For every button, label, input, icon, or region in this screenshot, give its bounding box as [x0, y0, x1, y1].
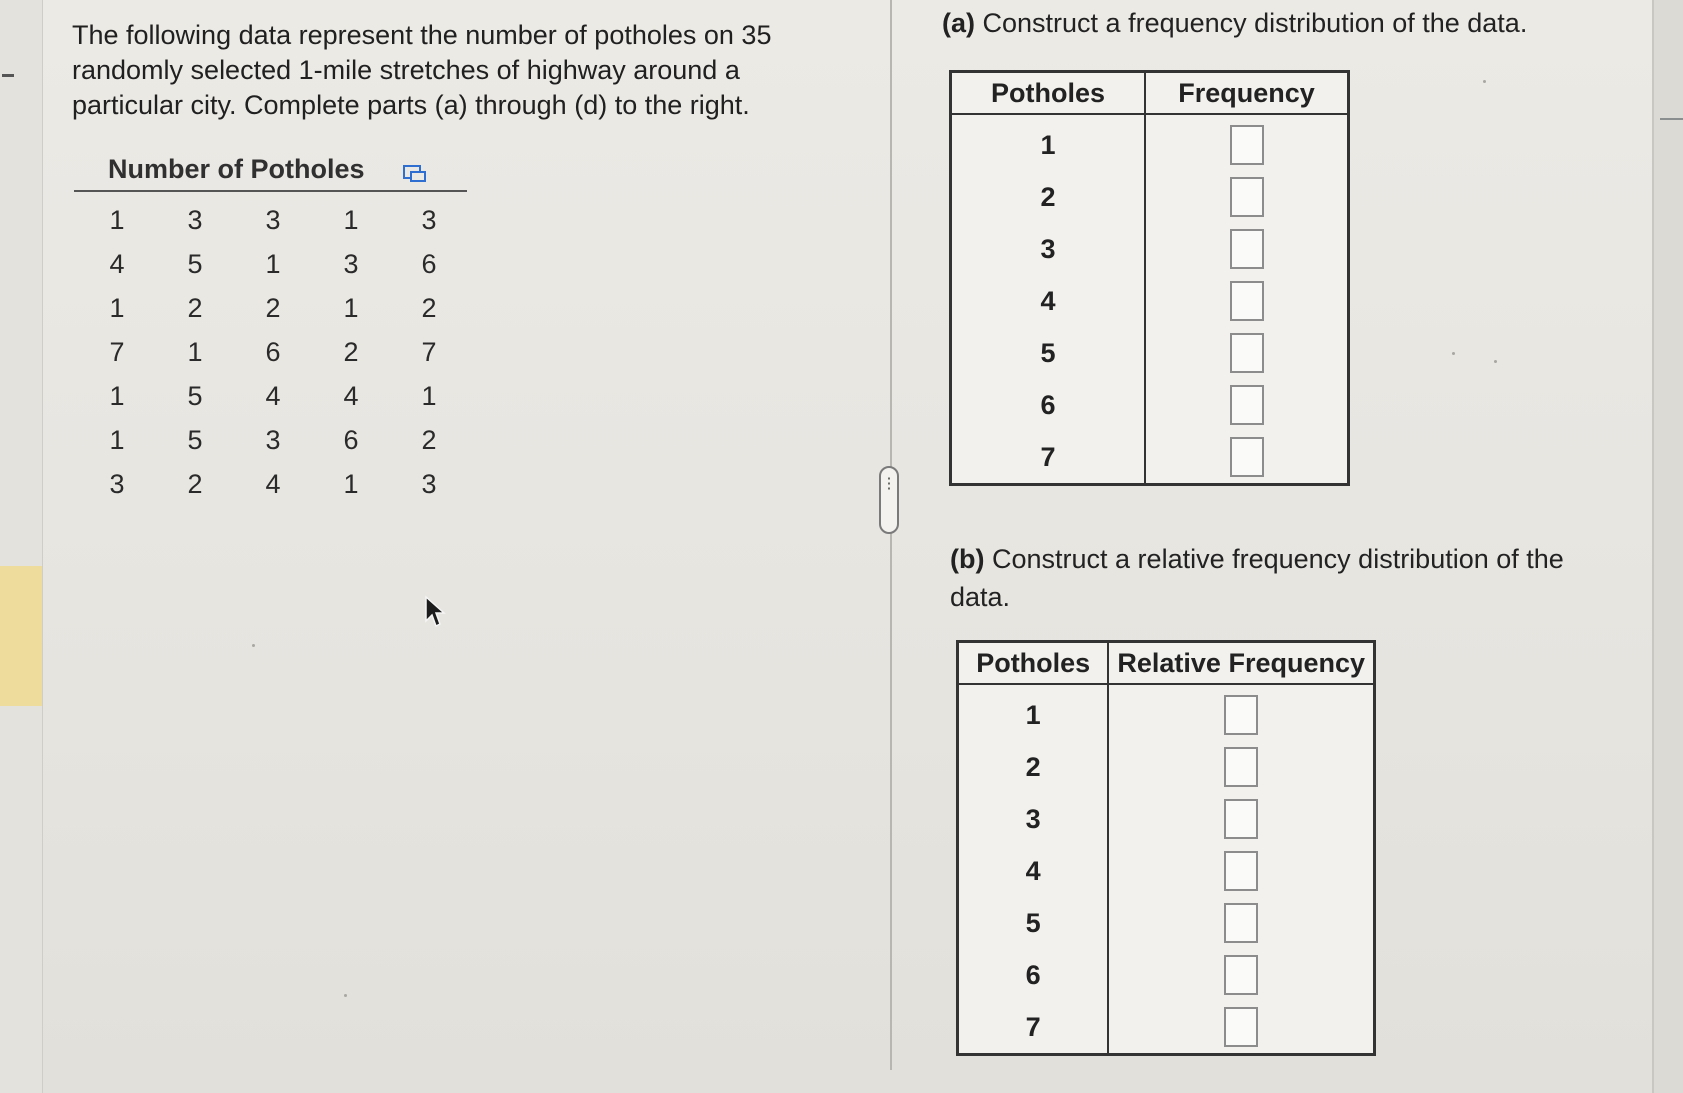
- frequency-cell: [1145, 114, 1349, 171]
- data-row: [78, 198, 468, 242]
- part-a-text: Construct a frequency distribution of the data.: [982, 8, 1528, 38]
- data-cell: 1: [187, 336, 203, 367]
- table-row: [951, 379, 1349, 431]
- data-row: [78, 462, 468, 506]
- frequency-table: [949, 70, 1350, 486]
- data-cell: 6: [421, 248, 437, 279]
- frequency-cell: [1145, 327, 1349, 379]
- data-cell: 5: [187, 424, 203, 455]
- frequency-input[interactable]: [1230, 281, 1264, 321]
- table-row: [951, 431, 1349, 485]
- data-table-rule: [74, 190, 467, 192]
- data-cell: 1: [109, 204, 125, 235]
- part-b-text: Construct a relative frequency distribution of the data.: [950, 544, 1564, 612]
- data-cell: 3: [421, 204, 437, 235]
- data-cell: 1: [343, 204, 359, 235]
- relative-frequency-column-header: Relative Frequency: [1108, 642, 1374, 685]
- dust-speck: [1494, 360, 1497, 363]
- potholes-value: 5: [951, 327, 1146, 379]
- panel-divider: [890, 0, 892, 1070]
- frequency-table-header: [951, 72, 1349, 115]
- data-cell: 6: [343, 424, 359, 455]
- data-cell: 6: [265, 336, 281, 367]
- potholes-value: 1: [951, 114, 1146, 171]
- table-row: [958, 684, 1375, 741]
- relative-frequency-cell: [1108, 845, 1374, 897]
- table-row: [951, 171, 1349, 223]
- frequency-input[interactable]: [1230, 437, 1264, 477]
- data-cell: 3: [343, 248, 359, 279]
- dust-speck: [344, 994, 347, 997]
- data-cell: 1: [109, 424, 125, 455]
- frequency-cell: [1145, 171, 1349, 223]
- dust-speck: [1452, 352, 1455, 355]
- data-cell: 1: [109, 292, 125, 323]
- dust-speck: [1483, 80, 1486, 83]
- relative-frequency-cell: [1108, 897, 1374, 949]
- frequency-input[interactable]: [1230, 125, 1264, 165]
- data-row: [78, 330, 468, 374]
- table-row: [951, 114, 1349, 171]
- data-cell: 1: [109, 380, 125, 411]
- data-cell: 3: [265, 424, 281, 455]
- frequency-column-header: Frequency: [1145, 72, 1349, 115]
- relative-frequency-table: [956, 640, 1376, 1056]
- data-cell: 4: [343, 380, 359, 411]
- potholes-value: 7: [958, 1001, 1109, 1055]
- data-row: [78, 286, 468, 330]
- data-cell: 4: [265, 468, 281, 499]
- right-edge-tick: [1660, 118, 1683, 120]
- frequency-input[interactable]: [1230, 229, 1264, 269]
- potholes-value: 1: [958, 684, 1109, 741]
- data-cell: 3: [421, 468, 437, 499]
- frequency-cell: [1145, 275, 1349, 327]
- data-table-title: Number of Potholes: [108, 154, 365, 184]
- problem-statement: The following data represent the number of potholes on 35 randomly selected 1-mile stretches of highway around a particular city. Complete parts (a) through (d) to the right.: [72, 20, 772, 120]
- data-cell: 2: [343, 336, 359, 367]
- data-cell: 2: [421, 424, 437, 455]
- potholes-value: 4: [958, 845, 1109, 897]
- table-row: [958, 1001, 1375, 1055]
- relative-frequency-input[interactable]: [1224, 747, 1258, 787]
- data-row: [78, 242, 468, 286]
- data-cell: 3: [265, 204, 281, 235]
- frequency-cell: [1145, 431, 1349, 485]
- data-row: [78, 418, 468, 462]
- relative-frequency-cell: [1108, 949, 1374, 1001]
- relative-frequency-cell: [1108, 1001, 1374, 1055]
- panel-resize-handle[interactable]: ⋮: [879, 466, 899, 534]
- data-cell: 3: [187, 204, 203, 235]
- left-edge-strip: [0, 0, 43, 1093]
- relative-frequency-input[interactable]: [1224, 799, 1258, 839]
- relative-frequency-input[interactable]: [1224, 955, 1258, 995]
- potholes-value: 3: [958, 793, 1109, 845]
- data-cell: 7: [421, 336, 437, 367]
- potholes-value: 2: [958, 741, 1109, 793]
- part-b-letter: (b): [950, 544, 985, 574]
- data-cell: 1: [265, 248, 281, 279]
- frequency-input[interactable]: [1230, 177, 1264, 217]
- data-cell: 2: [187, 292, 203, 323]
- data-cell: 7: [109, 336, 125, 367]
- table-row: [951, 275, 1349, 327]
- relative-frequency-input[interactable]: [1224, 695, 1258, 735]
- frequency-input[interactable]: [1230, 385, 1264, 425]
- data-cell: 1: [343, 292, 359, 323]
- potholes-value: 2: [951, 171, 1146, 223]
- potholes-column-header: Potholes: [958, 642, 1109, 685]
- data-cell: 4: [265, 380, 281, 411]
- potholes-value: 3: [951, 223, 1146, 275]
- part-a-letter: (a): [942, 8, 975, 38]
- potholes-value: 5: [958, 897, 1109, 949]
- mouse-pointer-icon: [424, 595, 448, 629]
- collapse-dash-icon[interactable]: [2, 74, 14, 77]
- table-row: [958, 741, 1375, 793]
- relative-frequency-cell: [1108, 684, 1374, 741]
- relative-frequency-input[interactable]: [1224, 851, 1258, 891]
- data-row: [78, 374, 468, 418]
- yellow-side-tab[interactable]: [0, 566, 42, 706]
- part-b-heading: [950, 540, 1590, 616]
- frequency-cell: [1145, 379, 1349, 431]
- data-cell: 2: [187, 468, 203, 499]
- data-cell: 1: [343, 468, 359, 499]
- relative-frequency-input[interactable]: [1224, 1007, 1258, 1047]
- data-cell: 3: [109, 468, 125, 499]
- data-cell: 5: [187, 248, 203, 279]
- dust-speck: [252, 644, 255, 647]
- data-cell: 5: [187, 380, 203, 411]
- data-cell: 2: [265, 292, 281, 323]
- potholes-value: 7: [951, 431, 1146, 485]
- table-row: [958, 793, 1375, 845]
- potholes-column-header: Potholes: [951, 72, 1146, 115]
- table-row: [958, 845, 1375, 897]
- potholes-value: 6: [951, 379, 1146, 431]
- table-row: [958, 897, 1375, 949]
- part-a-heading: [942, 4, 1642, 42]
- data-cell: 1: [421, 380, 437, 411]
- frequency-input[interactable]: [1230, 333, 1264, 373]
- potholes-value: 6: [958, 949, 1109, 1001]
- data-cell: 2: [421, 292, 437, 323]
- right-edge-strip: [1652, 0, 1683, 1093]
- data-cell: 4: [109, 248, 125, 279]
- table-row: [951, 327, 1349, 379]
- potholes-data-table: [78, 198, 468, 506]
- relative-frequency-table-header: [958, 642, 1375, 685]
- table-row: [951, 223, 1349, 275]
- potholes-value: 4: [951, 275, 1146, 327]
- relative-frequency-cell: [1108, 793, 1374, 845]
- table-row: [958, 949, 1375, 1001]
- relative-frequency-cell: [1108, 741, 1374, 793]
- copy-data-icon[interactable]: [402, 163, 428, 185]
- relative-frequency-input[interactable]: [1224, 903, 1258, 943]
- frequency-cell: [1145, 223, 1349, 275]
